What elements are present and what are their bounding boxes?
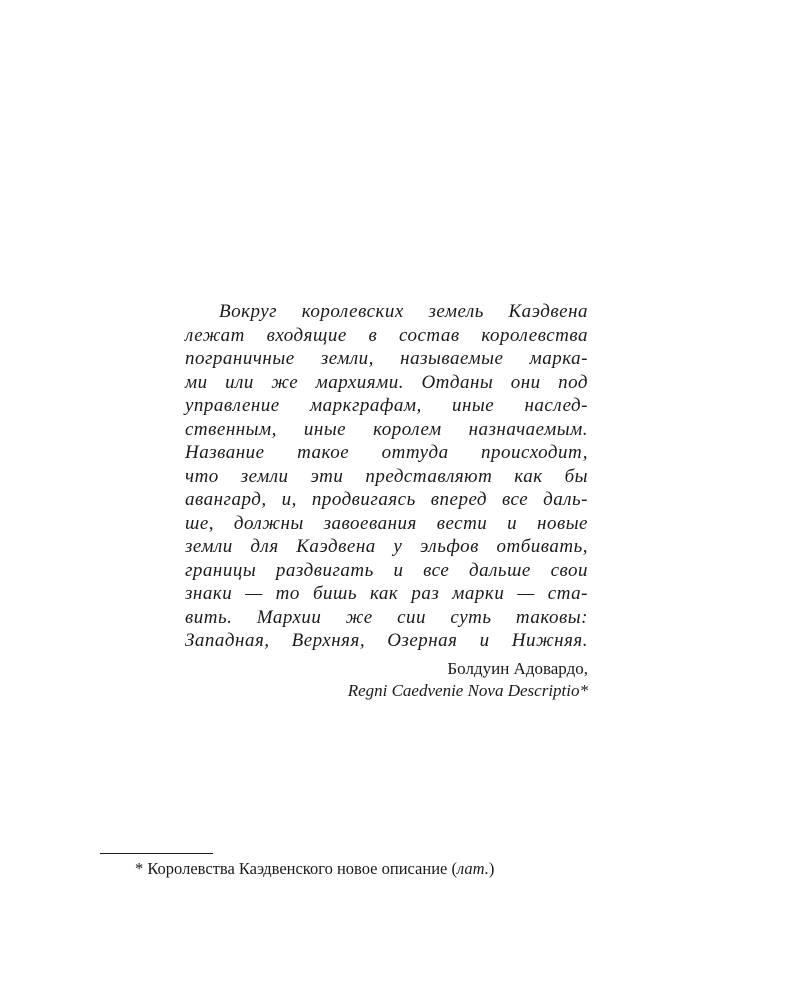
epigraph-attribution — [185, 658, 588, 702]
epigraph-line: знаки — то бишь как раз марки — ста- — [185, 583, 588, 604]
attribution-author: Болдуин Адовардо, — [447, 658, 588, 678]
epigraph-line: границы раздвигать и все дальше свои — [185, 559, 588, 581]
footnote-language: лат. — [456, 859, 489, 878]
epigraph — [185, 300, 588, 702]
epigraph-line: авангард, и, продвигаясь вперед все даль- — [185, 489, 588, 510]
epigraph-line: ше, должны завоевания вести и новые — [185, 512, 588, 534]
footnote-closing: ) — [488, 859, 495, 878]
epigraph-line: что земли эти представляют как бы — [185, 465, 588, 487]
epigraph-line: земли для Каэдвена у эльфов отбивать, — [185, 536, 588, 557]
epigraph-line: вить. Мархии же сии суть таковы: — [185, 606, 588, 628]
epigraph-line: пограничные земли, называемые марка- — [185, 348, 588, 369]
footnote-divider — [100, 853, 213, 854]
epigraph-line: Западная, Верхняя, Озерная и Нижняя. — [185, 630, 588, 651]
epigraph-line: Название такое оттуда происходит, — [185, 442, 588, 463]
epigraph-line: лежат входящие в состав королевства — [185, 324, 588, 346]
epigraph-line: Вокруг королевских земель Каэдвена — [219, 301, 588, 322]
epigraph-line: ственным, иные королем назначаемым. — [185, 418, 588, 440]
epigraph-line: ми или же мархиями. Отданы они под — [185, 371, 588, 393]
epigraph-line: управление маркграфам, иные наслед- — [185, 395, 588, 416]
footnote — [135, 858, 494, 880]
footnote-text: * Королевства Каэдвенского новое описание ( — [135, 859, 457, 878]
attribution-source: Regni Caedvenie Nova Descriptio* — [347, 680, 588, 700]
